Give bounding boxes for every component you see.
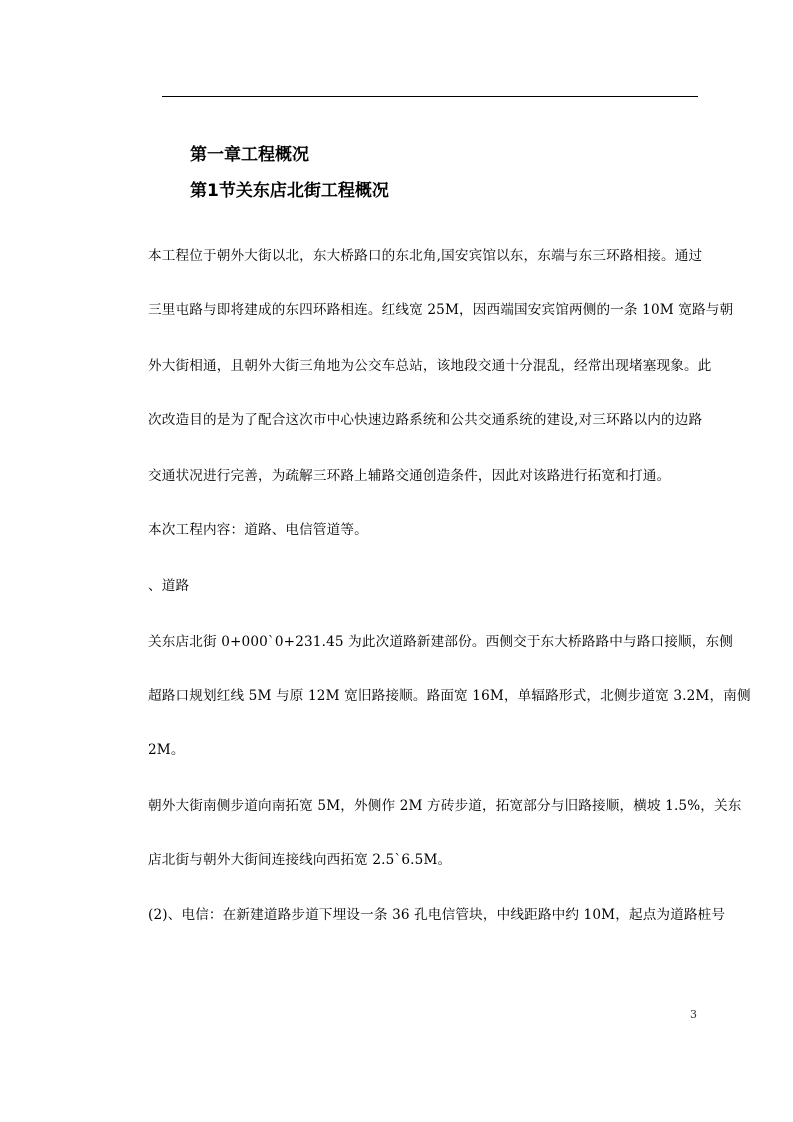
body-line: (2)、电信：在新建道路步道下埋设一条 36 孔电信管块，中线距路中约 10M，起点为道路桩号 (148, 907, 726, 923)
body-line: 本次工程内容：道路、电信管道等。 (148, 522, 368, 538)
body-line: 三里屯路与即将建成的东四环路相连。红线宽 25M，因西端国安宾馆两侧的一条 10M 宽路与朝 (148, 302, 734, 318)
body-line: 店北街与朝外大街间连接线向西拓宽 2.5`6.5M。 (148, 852, 452, 868)
page-number: 3 (690, 1008, 697, 1021)
body-line: 本工程位于朝外大街以北，东大桥路口的东北角,国安宾馆以东，东端与东三环路相接。通过 (148, 248, 703, 264)
body-line: 2M。 (148, 742, 185, 758)
body-line: 、道路 (148, 578, 190, 594)
body-line: 朝外大街南侧步道向南拓宽 5M，外侧作 2M 方砖步道，拓宽部分与旧路接顺，横坡 1.5%，关东 (148, 798, 742, 814)
header-rule (162, 96, 698, 97)
body-line: 关东店北街 0+000`0+231.45 为此次道路新建部份。西侧交于东大桥路路中与路口接顺，东侧 (148, 634, 733, 650)
body-line: 超路口规划红线 5M 与原 12M 宽旧路接顺。路面宽 16M，单辐路形式，北侧步道宽 3.2M，南侧 (148, 688, 751, 704)
chapter-heading: 第一章工程概况 (190, 145, 309, 165)
section-heading: 第1节关东店北街工程概况 (190, 181, 389, 201)
body-line: 次改造目的是为了配合这次市中心快速边路系统和公共交通系统的建设,对三环路以内的边路 (148, 412, 703, 428)
body-line: 交通状况进行完善，为疏解三环路上辅路交通创造条件，因此对该路进行拓宽和打通。 (148, 468, 671, 484)
body-line: 外大街相通，且朝外大街三角地为公交车总站，该地段交通十分混乱，经常出现堵塞现象。此 (148, 358, 712, 374)
